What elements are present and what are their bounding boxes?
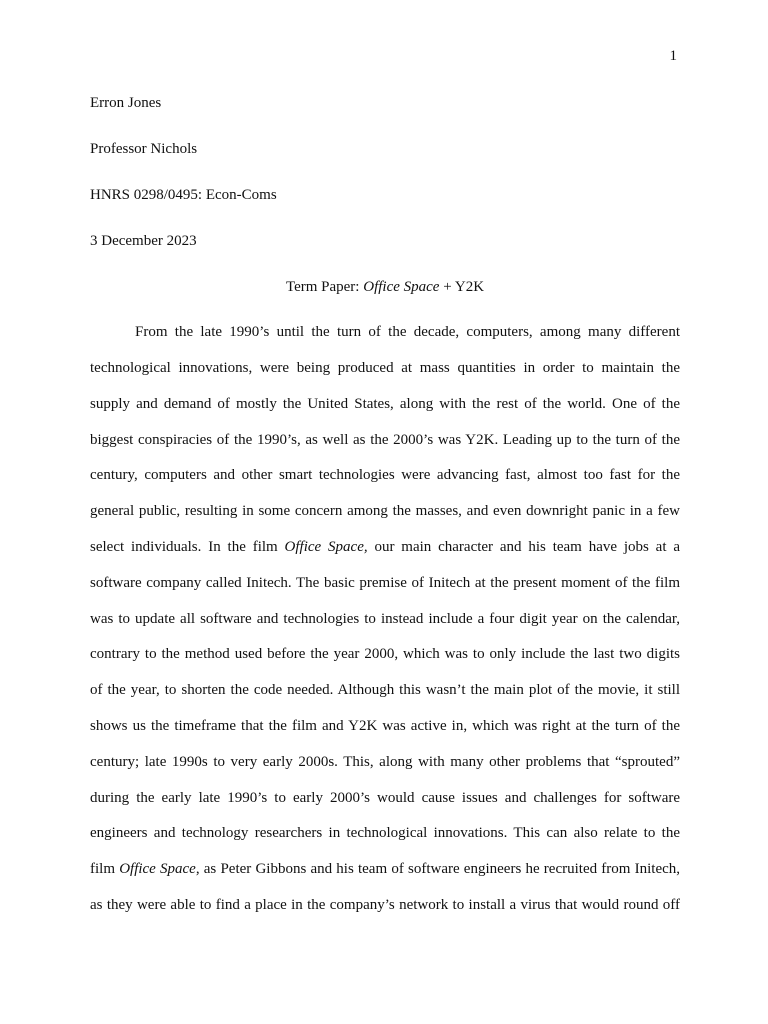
body-line-8: software company called Initech. The basic premise of Initech at the present moment of the film xyxy=(90,575,680,591)
body-line-12: shows us the timeframe that the film and Y2K was active in, which was right at the turn of the xyxy=(90,718,680,734)
course-name: HNRS 0298/0495: Econ-Coms xyxy=(90,187,277,203)
paper-date: 3 December 2023 xyxy=(90,233,197,249)
professor-name: Professor Nichols xyxy=(90,141,198,157)
title-prefix: Term Paper: xyxy=(285,279,364,295)
body-line-4: biggest conspiracies of the 1990’s, as well as the 2000’s was Y2K. Leading up to the turn of the xyxy=(90,432,680,448)
body-line-7-film-title: Office Space, xyxy=(284,539,368,555)
body-line-16-film-title: Office Space xyxy=(119,861,196,877)
body-line-11: of the year, to shorten the code needed. Although this wasn’t the main plot of the movie, it still xyxy=(90,682,680,698)
paper-title xyxy=(90,278,680,296)
body-line-16-prefix: film xyxy=(90,861,120,877)
body-line-7-suffix: our main character and his team have jobs at a xyxy=(367,539,680,555)
body-line-15: engineers and technology researchers in technological innovations. This can also relate to the xyxy=(90,825,680,841)
body-line-7-prefix: select individuals. In the film xyxy=(90,539,285,555)
body-line-9: was to update all software and technologies to instead include a four digit year on the calendar, xyxy=(90,611,680,627)
body-line-14: during the early late 1990’s to early 2000’s would cause issues and challenges for software xyxy=(90,790,680,806)
body-line-5: century, computers and other smart technologies were advancing fast, almost too fast for the xyxy=(90,467,680,483)
body-line-6: general public, resulting in some concern among the masses, and even downright panic in a few xyxy=(90,503,680,519)
body-line-10: contrary to the method used before the year 2000, which was to only include the last two digits xyxy=(90,646,680,662)
body-line-2: technological innovations, were being produced at mass quantities in order to maintain the xyxy=(90,360,680,376)
page-number: 1 xyxy=(669,48,677,64)
title-suffix: + Y2K xyxy=(439,279,485,295)
title-film: Office Space xyxy=(363,279,440,295)
body-line-7 xyxy=(90,538,680,556)
body-line-1: From the late 1990’s until the turn of the decade, computers, among many different xyxy=(135,324,680,340)
body-line-3: supply and demand of mostly the United States, along with the rest of the world. One of the xyxy=(90,396,680,412)
author-name: Erron Jones xyxy=(90,95,162,111)
body-line-17: as they were able to find a place in the company’s network to install a virus that would round off xyxy=(90,897,680,913)
body-line-16 xyxy=(90,860,680,878)
body-line-16-suffix: , as Peter Gibbons and his team of software engineers he recruited from Initech, xyxy=(195,861,681,877)
body-line-13: century; late 1990s to very early 2000s. This, along with many other problems that “sprouted” xyxy=(90,754,680,770)
